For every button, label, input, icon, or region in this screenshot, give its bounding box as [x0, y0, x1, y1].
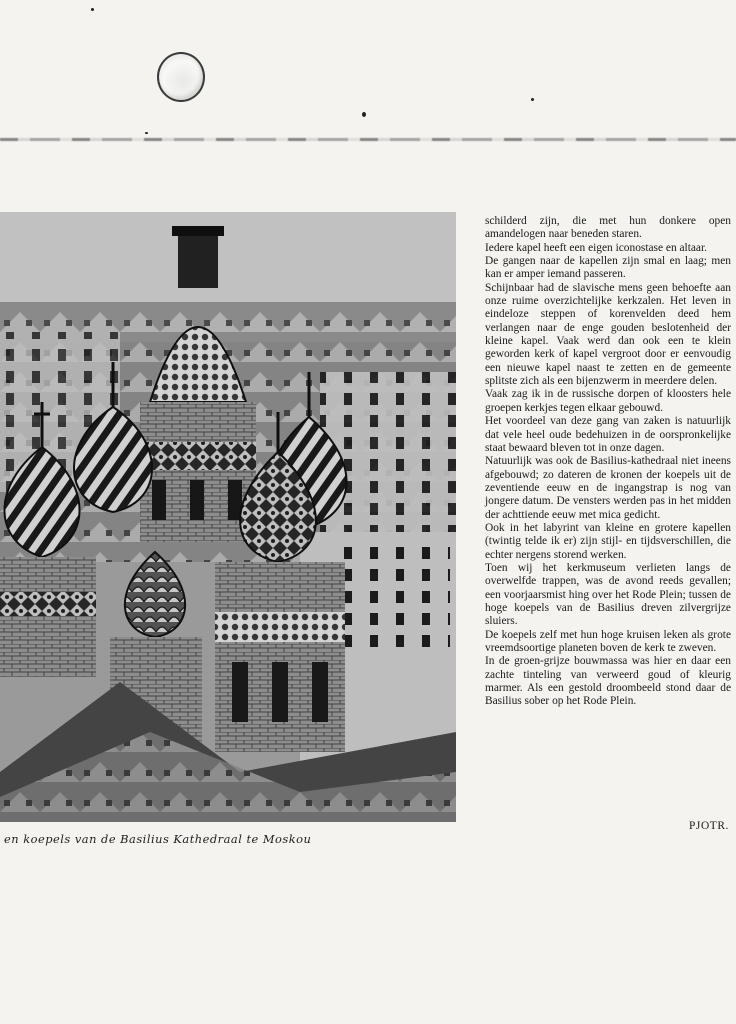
dust-speck: [362, 112, 366, 117]
article-text-column: [485, 215, 731, 709]
author-signature: PJOTR.: [689, 820, 729, 832]
photo-caption: en koepels van de Basilius Kathedraal te Moskou: [4, 832, 312, 846]
dust-speck: [91, 8, 94, 11]
article-paragraph: De koepels zelf met hun hoge kruisen leken als grote vreemdsoortige planeten boven de kerk te zweven.: [485, 628, 731, 654]
article-paragraph: Het voordeel van deze gang van zaken is natuurlijk dat vele heel oude bedehuizen in de oorspronkelijke staat bewaard bleven tot in onze dagen.: [485, 415, 731, 454]
article-paragraph: schilderd zijn, die met hun donkere open amandelogen naar beneden staren.: [485, 215, 731, 241]
dust-speck: [531, 98, 534, 101]
article-paragraph: Ook in het labyrint van kleine en grotere kapellen (twintig telde ik er) zijn stijl- en tijdsverschillen, die echter nergens storend werken.: [485, 521, 731, 561]
fold-line: [0, 138, 736, 141]
article-paragraph: De gangen naar de kapellen zijn smal en laag; men kan er amper iemand passeren.: [485, 255, 731, 281]
article-paragraph: Iedere kapel heeft een eigen iconostase en altaar.: [485, 241, 707, 254]
article-paragraph: Toen wij het kerkmuseum verlieten langs de overwelfde trappen, was de avond reeds gevallen; een voorjaarsmist hing over het Rode Plein; tussen de hoge koepels van de Basilius dreven zilvergrijze sluiers.: [485, 561, 731, 628]
article-paragraph: Schijnbaar had de slavische mens geen behoefte aan onze ruime overzichtelijke kerkzalen. Het leven in eindeloze steppen of korenvelden deed hem verlangen naar de enge gouden beslotenheid der kleine kapel. Vaak werd dan ook een te klein geworden kerk of kapel vergroot door er eenvoudig een nieuwe kapel naast te zetten en de gemeente splitste zich als een bijenzwerm in meerdere delen.: [485, 281, 731, 388]
cathedral-photo: [0, 212, 456, 822]
dust-speck: [145, 132, 148, 134]
article-paragraph: In de groen-grijze bouwmassa was hier en daar een zachte tinteling van verweerd goud of kleurig marmer. Als een gestold droombeeld stond daar de Basilius sober op het Rode Plein.: [485, 655, 731, 708]
article-paragraph: Vaak zag ik in de russische dorpen of kloosters hele groepen kerkjes tegen elkaar gebouwd.: [485, 388, 731, 414]
article-paragraph: Natuurlijk was ook de Basilius-kathedraal niet ineens afgebouwd; zo dateren de kronen der koepels uit de zeventiende eeuw en de ingangstrap is nog van jongere datum. De vensters werden pas in het midden der achttiende eeuw met mica gedicht.: [485, 455, 731, 521]
punch-hole: [157, 52, 205, 102]
